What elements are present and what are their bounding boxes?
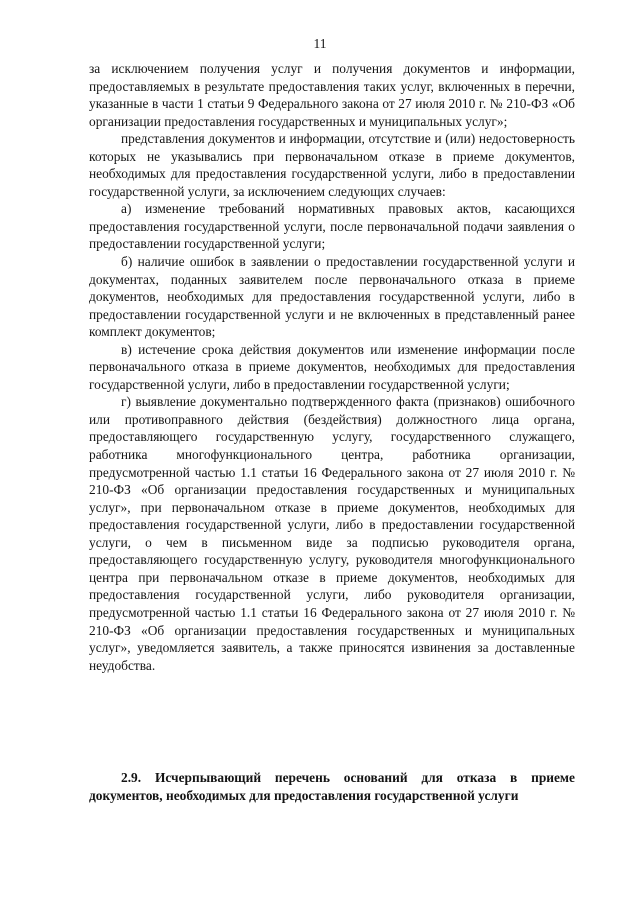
list-item-a: а) изменение требований нормативных правовых актов, касающихся предоставления государственной услуги, после первоначальной подачи заявления о предоставлении государственной услуги; <box>89 201 575 252</box>
page-number: 11 <box>313 36 327 51</box>
list-item-v: в) истечение срока действия документов или изменение информации после первоначального отказа в приеме документов, необходимых для предоставления государственной услуги, либо в предоставлении государственной услуги; <box>89 341 575 392</box>
paragraph-continuation: за исключением получения услуг и получения документов и информации, предоставляемых в результате предоставления таких услуг, включенных в перечни, указанные в части 1 статьи 9 Федерального закона от 27 июля 2010 г. № 210-ФЗ «Об организации предоставления государственных и муниципальных услуг»; <box>89 61 575 129</box>
section-heading: 2.9. Исчерпывающий перечень оснований для отказа в приеме документов, необходимых для предоставления государственной услуги <box>89 770 575 803</box>
list-item-b: б) наличие ошибок в заявлении о предоставлении государственной услуги и документах, поданных заявителем после первоначального отказа в приеме документов, необходимых для предоставления государственной услуги, либо в предоставлении государственной услуги и не включенных в представленный ранее комплект документов; <box>89 254 575 340</box>
list-item-g: г) выявление документально подтвержденного факта (признаков) ошибочного или противоправного действия (бездействия) должностного лица органа, предоставляющего государственную услугу, государственного служащего, работника многофункционального центра, работника организации, предусмотренной частью 1.1 статьи 16 Федерального закона от 27 июля 2010 г. № 210-ФЗ «Об организации предоставления государственных и муниципальных услуг», при первоначальном отказе в приеме документов, необходимых для предоставления государственной услуги, либо в предоставлении государственной услуги, о чем в письменном виде за подписью руководителя органа, предоставляющего государственную услугу, руководителя многофункционального центра при первоначальном отказе в приеме документов, необходимых для предоставления государственной услуги, либо руководителя организации, предусмотренной частью 1.1 статьи 16 Федерального закона от 27 июля 2010 г. № 210-ФЗ «Об организации предоставления государственных и муниципальных услуг», уведомляется заявитель, а также приносятся извинения за доставленные неудобства. <box>89 394 575 673</box>
paragraph-documents-and-information: представления документов и информации, отсутствие и (или) недостоверность которых не указывались при первоначальном отказе в приеме документов, необходимых для предоставления государственной услуги, либо в предоставлении государственной услуги, за исключением следующих случаев: <box>89 131 575 199</box>
document-body <box>89 60 575 674</box>
